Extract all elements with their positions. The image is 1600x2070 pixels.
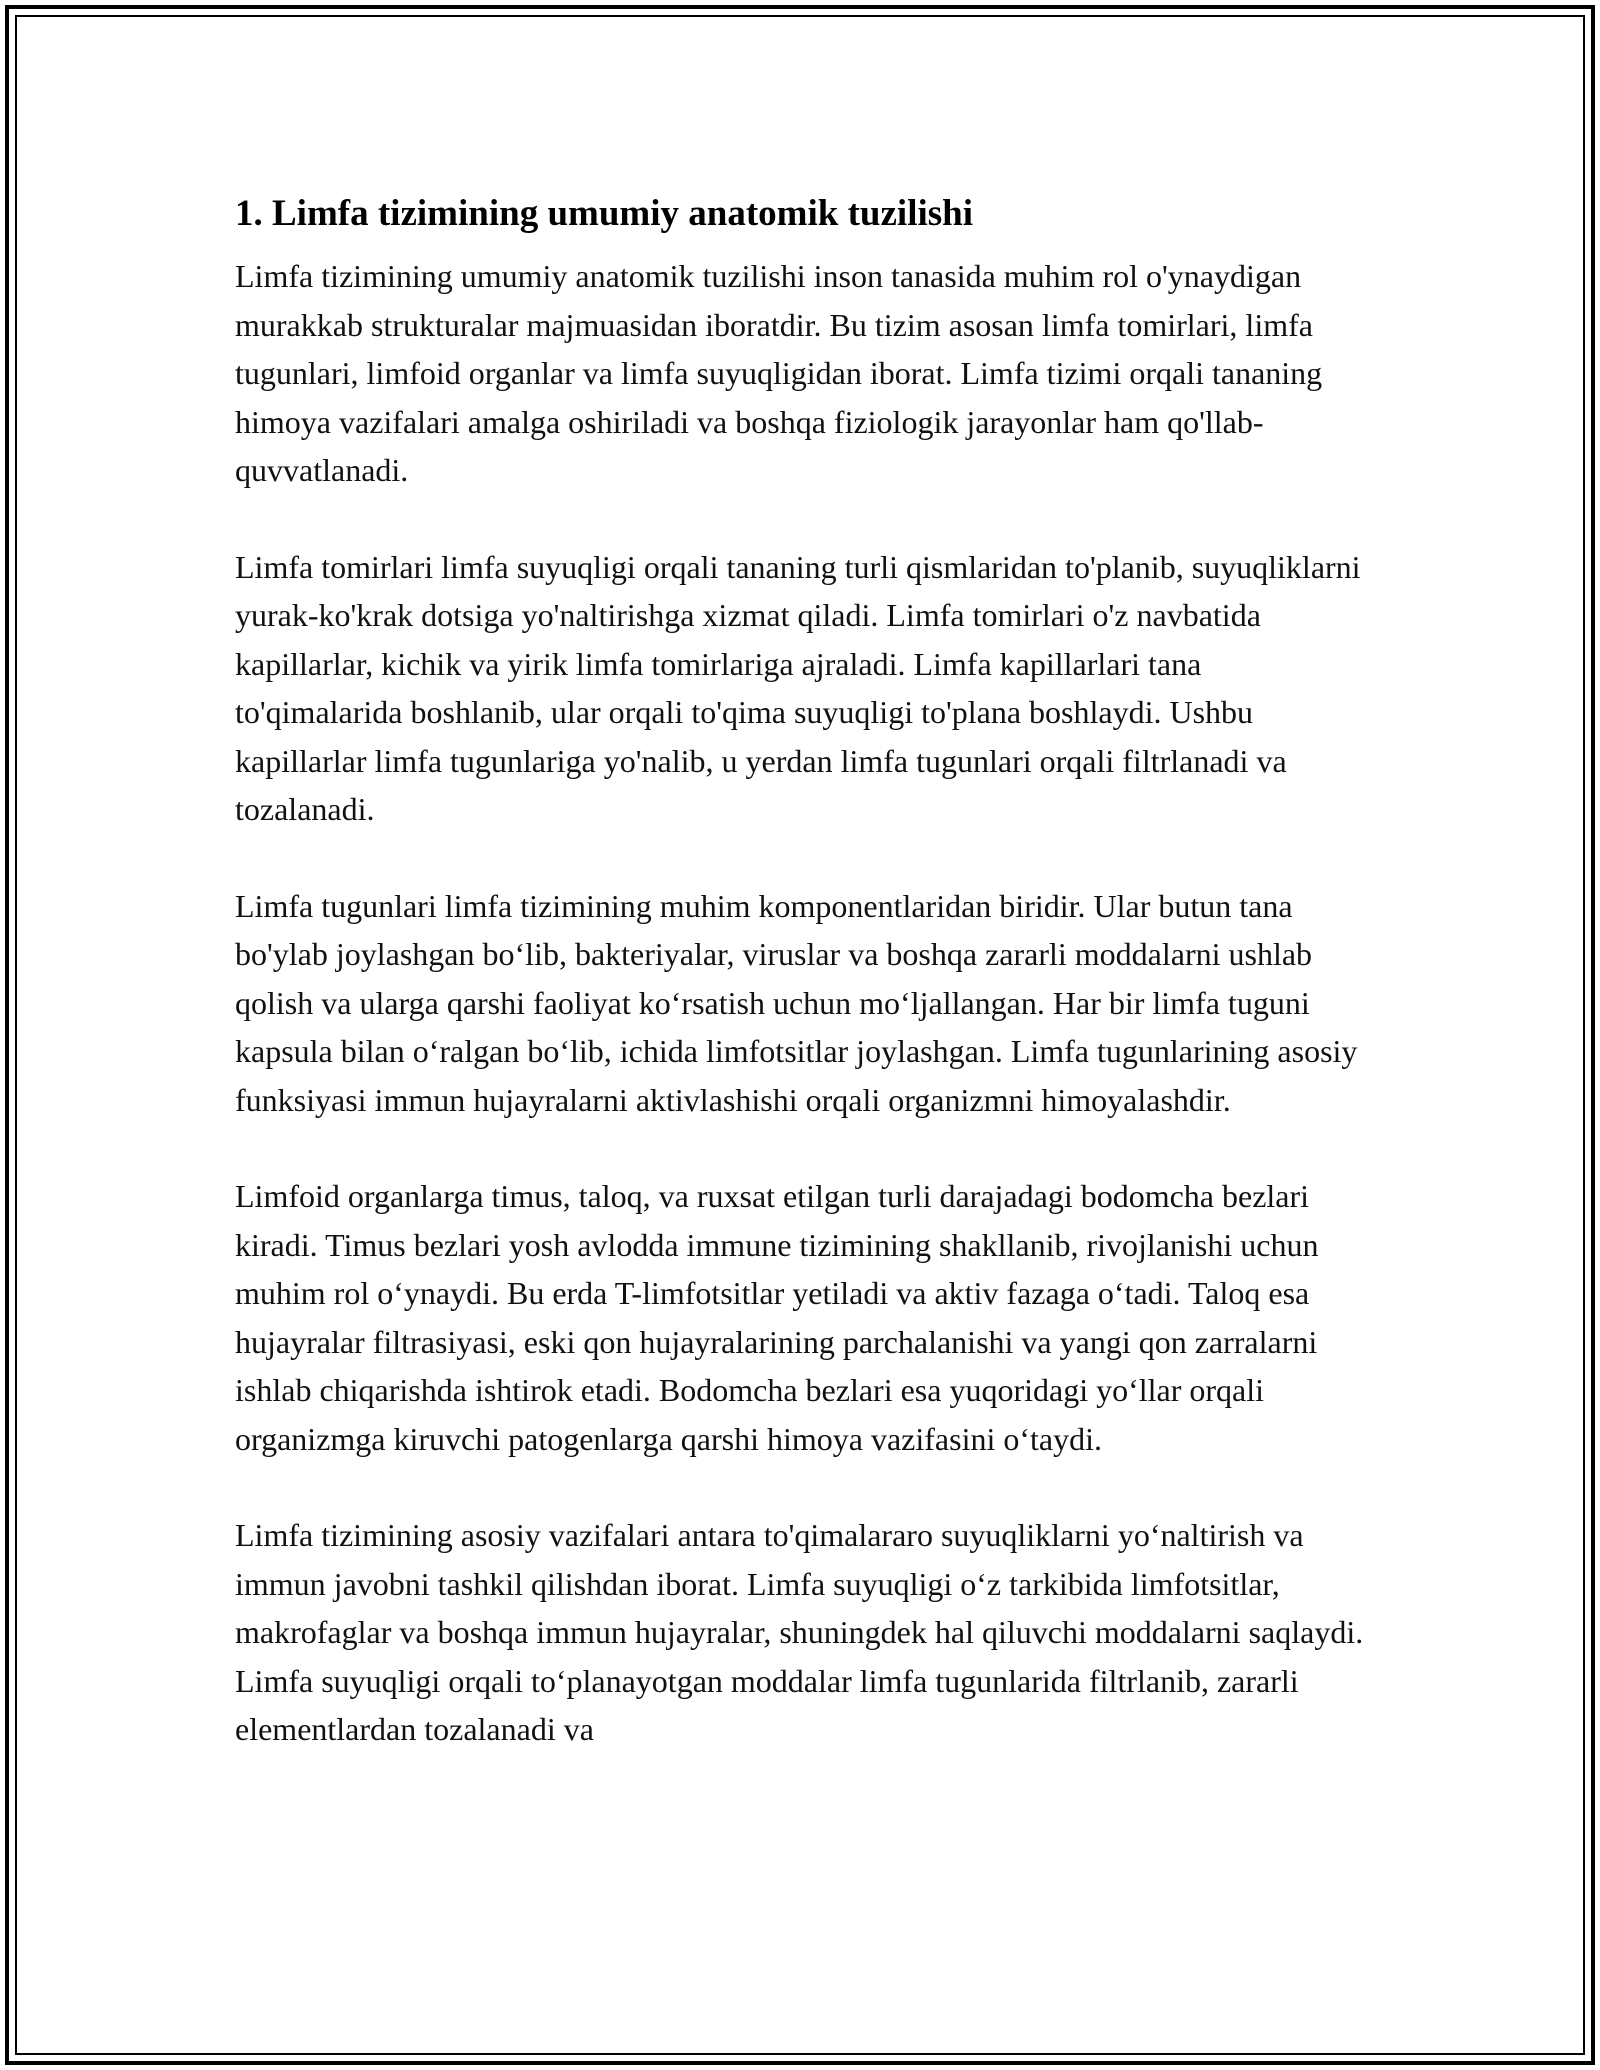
paragraph-4: Limfoid organlarga timus, taloq, va ruxsat etilgan turli darajadagi bodomcha bezlari kiradi. Timus bezlari yosh avlodda immune tizimining shakllanib, rivojlanishi uchun muhim rol o‘ynaydi. Bu erda T-limfotsitlar yetiladi va aktiv fazaga o‘tadi. Taloq esa hujayralar filtrasiyasi, eski qon hujayralarining parchalanishi va yangi qon zarralarni ishlab chiqarishda ishtirok etadi. Bodomcha bezlari esa yuqoridagi yo‘llar orqali organizmga kiruvchi patogenlarga qarshi himoya vazifasini o‘taydi. [235, 1178, 1319, 1457]
section-heading: 1. Limfa tizimining umumiy anatomik tuzilishi [235, 193, 974, 234]
paragraph-3: Limfa tugunlari limfa tizimining muhim komponentlaridan biridir. Ular butun tana bo'ylab joylashgan bo‘lib, bakteriyalar, viruslar va boshqa zararli moddalarni ushlab qolish va ularga qarshi faoliyat ko‘rsatish uchun mo‘ljallangan. Har bir limfa tuguni kapsula bilan o‘ralgan bo‘lib, ichida limfotsitlar joylashgan. Limfa tugunlarining asosiy funksiyasi immun hujayralarni aktivlashishi orqali organizmni himoyalashdir. [235, 887, 1358, 1118]
paragraph-1: Limfa tizimining umumiy anatomik tuzilishi inson tanasida muhim rol o'ynaydigan murakkab strukturalar majmuasidan iboratdir. Bu tizim asosan limfa tomirlari, limfa tugunlari, limfoid organlar va limfa suyuqligidan iborat. Limfa tizimi orqali tananing himoya vazifalari amalga oshiriladi va boshqa fiziologik jarayonlar ham qo'llab-quvvatlanadi. [235, 258, 1323, 488]
paragraph-5: Limfa tizimining asosiy vazifalari antara to'qimalararo suyuqliklarni yo‘naltirish va immun javobni tashkil qilishdan iborat. Limfa suyuqligi o‘z tarkibida limfotsitlar, makrofaglar va boshqa immun hujayralar, shuningdek hal qiluvchi moddalarni saqlaydi. Limfa suyuqligi orqali to‘planayotgan moddalar limfa tugunlarida filtrlanib, zararli elementlardan tozalanadi va [235, 1517, 1364, 1747]
paragraph-2: Limfa tomirlari limfa suyuqligi orqali tananing turli qismlaridan to'planib, suyuqliklarni yurak-ko'krak dotsiga yo'naltirishga xizmat qiladi. Limfa tomirlari o'z navbatida kapillarlar, kichik va yirik limfa tomirlariga ajraladi. Limfa kapillarlari tana to'qimalarida boshlanib, ular orqali to'qima suyuqligi to'plana boshlaydi. Ushbu kapillarlar limfa tugunlariga yo'nalib, u yerdan limfa tugunlari orqali filtrlanadi va tozalanadi. [235, 548, 1361, 827]
document-body [235, 186, 1375, 1802]
